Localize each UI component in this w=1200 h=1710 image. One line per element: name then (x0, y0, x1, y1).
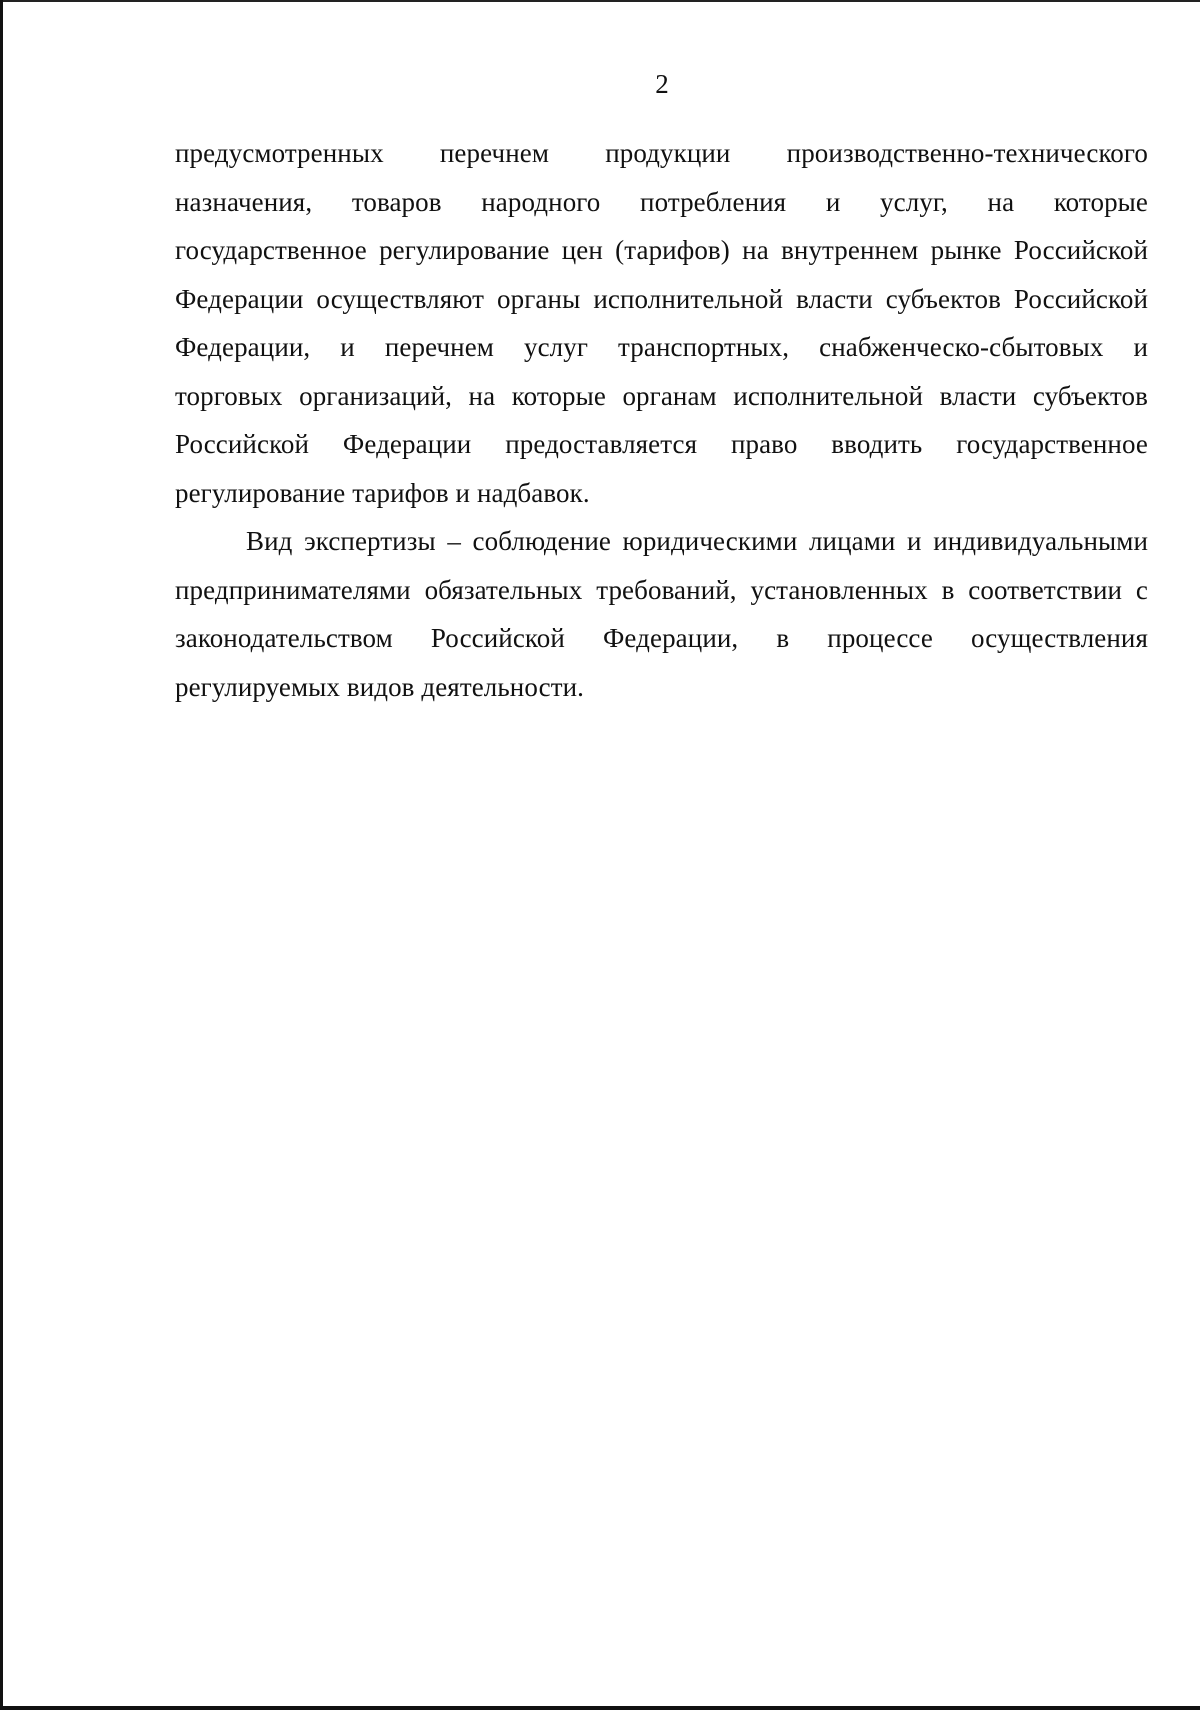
text-line: торговых организаций, на которые органам исполнительной власти субъектов (175, 380, 1148, 411)
scan-edge-top (0, 0, 1200, 2)
scan-edge-left (0, 0, 3, 1710)
page-number: 2 (655, 69, 669, 99)
document-body (175, 129, 1148, 711)
text-line: Российской Федерации предоставляется право вводить государственное (175, 429, 1148, 459)
text-line: предпринимателями обязательных требований, установленных в соответствии с (175, 574, 1148, 605)
text-line: регулирование тарифов и надбавок. (175, 477, 590, 508)
text-line: законодательством Российской Федерации, в процессе осуществления (175, 623, 1148, 653)
paragraph-2 (175, 517, 1148, 711)
text-line: государственное регулирование цен (тарифов) на внутреннем рынке Российской (175, 235, 1148, 265)
text-line: предусмотренных перечнем продукции производственно-технического (175, 138, 1148, 168)
text-line: Вид экспертизы – соблюдение юридическими лицами и индивидуальными (246, 526, 1148, 556)
text-line: назначения, товаров народного потребления и услуг, на которые (175, 186, 1148, 217)
text-line: Федерации осуществляют органы исполнительной власти субъектов Российской (175, 283, 1148, 314)
text-line: Федерации, и перечнем услуг транспортных, снабженческо-сбытовых и (175, 332, 1148, 362)
paragraph-1 (175, 129, 1148, 517)
text-line: регулируемых видов деятельности. (175, 671, 584, 702)
scan-edge-bottom (0, 1706, 1200, 1710)
